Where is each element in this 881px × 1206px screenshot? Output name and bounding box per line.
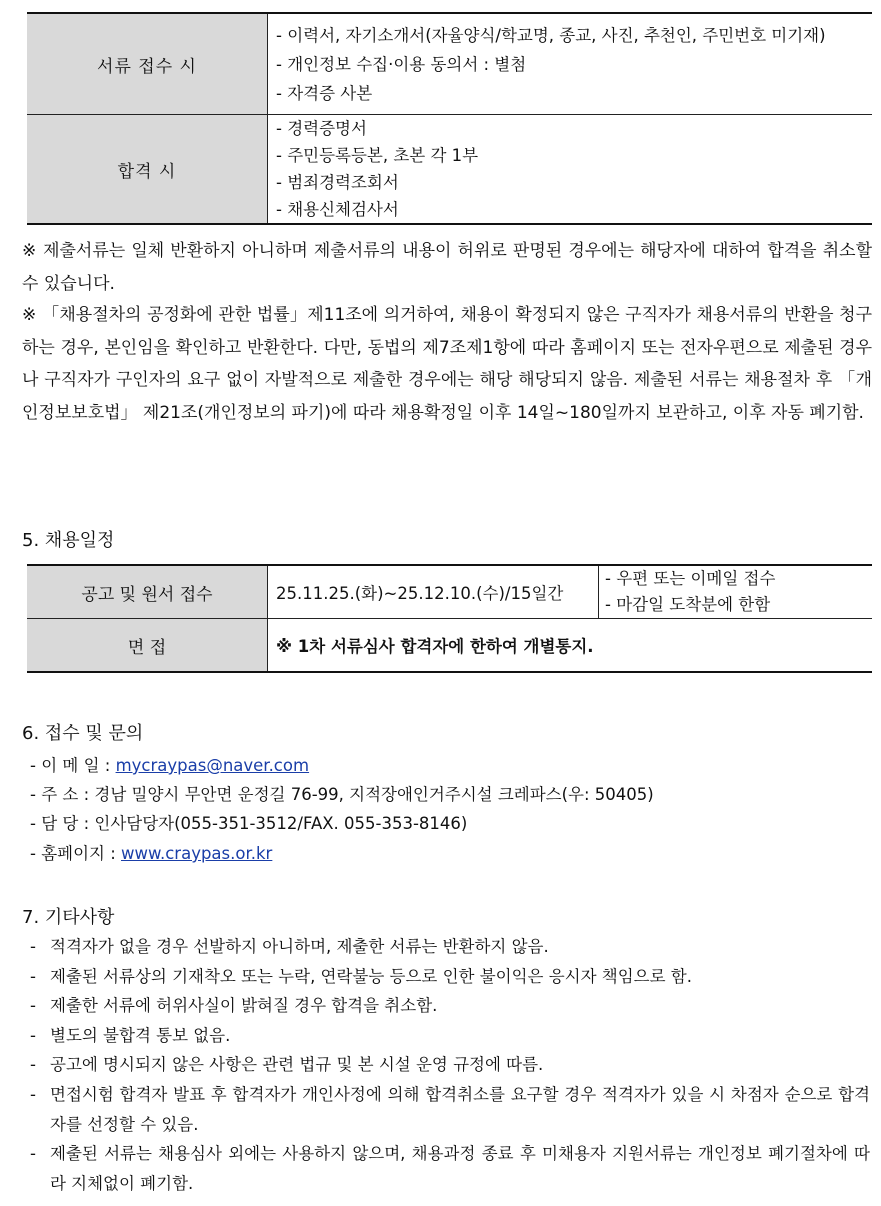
email-link[interactable]: mycraypas@naver.com [115,756,310,775]
note-paragraph: ※ 「채용절차의 공정화에 관한 법률」제11조에 의거하여, 채용이 확정되지 않은 구직자가 채용서류의 반환을 청구하는 경우, 본인임을 확인하고 반환한다. 다만, 동법의 제7조제1항에 따라 홈페이지 또는 전자우편으로 제출된 경우나 구직자가 구인자의 요구 없이 자발적으로 제출한 경우에는 해당 해당되지 않음. 제출된 서류는 채용절차 후 「개인정보보호법」 제21조(개인정보의 파기)에 따라 채용확정일 이후 14일~180일까지 보관하고, 이후 자동 폐기함. [22,305,872,423]
email-label: - 이 메 일 : [30,756,111,775]
list-item-text: 별도의 불합격 통보 없음. [50,1026,231,1045]
list-item-text: 공고에 명시되지 않은 사항은 관련 법규 및 본 시설 운영 규정에 따름. [50,1055,544,1074]
homepage-link[interactable]: www.craypas.or.kr [121,844,273,863]
doc-item: - 개인정보 수집·이용 동의서 : 별첨 [276,54,527,74]
schedule-note: - 우편 또는 이메일 접수 [605,569,776,588]
homepage-label: - 홈페이지 : [30,844,116,863]
contact-value: 인사담당자(055-351-3512/FAX. 055-353-8146) [94,814,468,833]
row-content [268,13,873,115]
address-line [30,781,654,805]
row-label: 서류 접수 시 [27,13,268,115]
list-item [30,1050,870,1080]
list-item [30,1021,870,1051]
application-notes [599,565,873,619]
list-item-text: 제출한 서류에 허위사실이 밝혀질 경우 합격을 취소함. [50,996,438,1015]
doc-item: - 경력증명서 [276,119,367,138]
application-period: 25.11.25.(화)~25.12.10.(수)/15일간 [268,565,599,619]
list-item [30,991,870,1021]
list-item [30,1080,870,1139]
doc-item: - 범죄경력조회서 [276,173,399,192]
interview-note: ※ 1차 서류심사 합격자에 한하여 개별통지. [268,619,873,673]
homepage-line [30,840,272,864]
doc-item: - 주민등록등본, 초본 각 1부 [276,146,479,165]
documents-row-submission [27,13,872,115]
doc-item: - 이력서, 자기소개서(자율양식/학교명, 종교, 사진, 추천인, 주민번호 미기재) [276,25,826,45]
documents-table [27,12,872,225]
schedule-note: - 마감일 도착분에 한함 [605,595,771,614]
row-label: 합격 시 [27,115,268,225]
email-line [30,752,309,776]
list-item-text: 면접시험 합격자 발표 후 합격자가 개인사정에 의해 합격취소를 요구할 경우 적격자가 있을 시 차점자 순으로 합격자를 선정할 수 있음. [50,1085,870,1134]
contact-line [30,810,467,834]
address-value: 경남 밀양시 무안면 운정길 76-99, 지적장애인거주시설 크레파스(우: 50405) [94,785,654,804]
address-label: - 주 소 : [30,785,90,804]
list-bullet: - [30,1144,36,1163]
list-item-text: 적격자가 없을 경우 선발하지 아니하며, 제출한 서류는 반환하지 않음. [50,937,549,956]
list-bullet: - [30,1026,36,1045]
documents-row-pass [27,115,872,225]
section-title: 7. 기타사항 [22,907,115,928]
section-title: 6. 접수 및 문의 [22,723,144,744]
list-bullet: - [30,967,36,986]
schedule-row-interview [27,619,872,673]
contact-label: - 담 당 : [30,814,90,833]
list-item [30,932,870,962]
list-bullet: - [30,937,36,956]
list-item-text: 제출된 서류상의 기재착오 또는 누락, 연락불능 등으로 인한 불이익은 응시자 책임으로 함. [50,967,692,986]
row-content [268,115,873,225]
list-item [30,962,870,992]
list-bullet: - [30,1055,36,1074]
list-item [30,1139,870,1198]
note-paragraph: ※ 제출서류는 일체 반환하지 아니하며 제출서류의 내용이 허위로 판명된 경우에는 해당자에 대하여 합격을 취소할 수 있습니다. [22,241,872,294]
section-title: 5. 채용일정 [22,530,115,551]
schedule-table [27,564,872,673]
doc-item: - 채용신체검사서 [276,200,399,219]
list-bullet: - [30,1085,36,1104]
list-bullet: - [30,996,36,1015]
list-item-text: 제출된 서류는 채용심사 외에는 사용하지 않으며, 채용과정 종료 후 미채용자 지원서류는 개인정보 폐기절차에 따라 지체없이 폐기함. [50,1144,870,1193]
schedule-row-application [27,565,872,619]
doc-item: - 자격증 사본 [276,83,373,103]
row-label: 면 접 [27,619,268,673]
row-label: 공고 및 원서 접수 [27,565,268,619]
